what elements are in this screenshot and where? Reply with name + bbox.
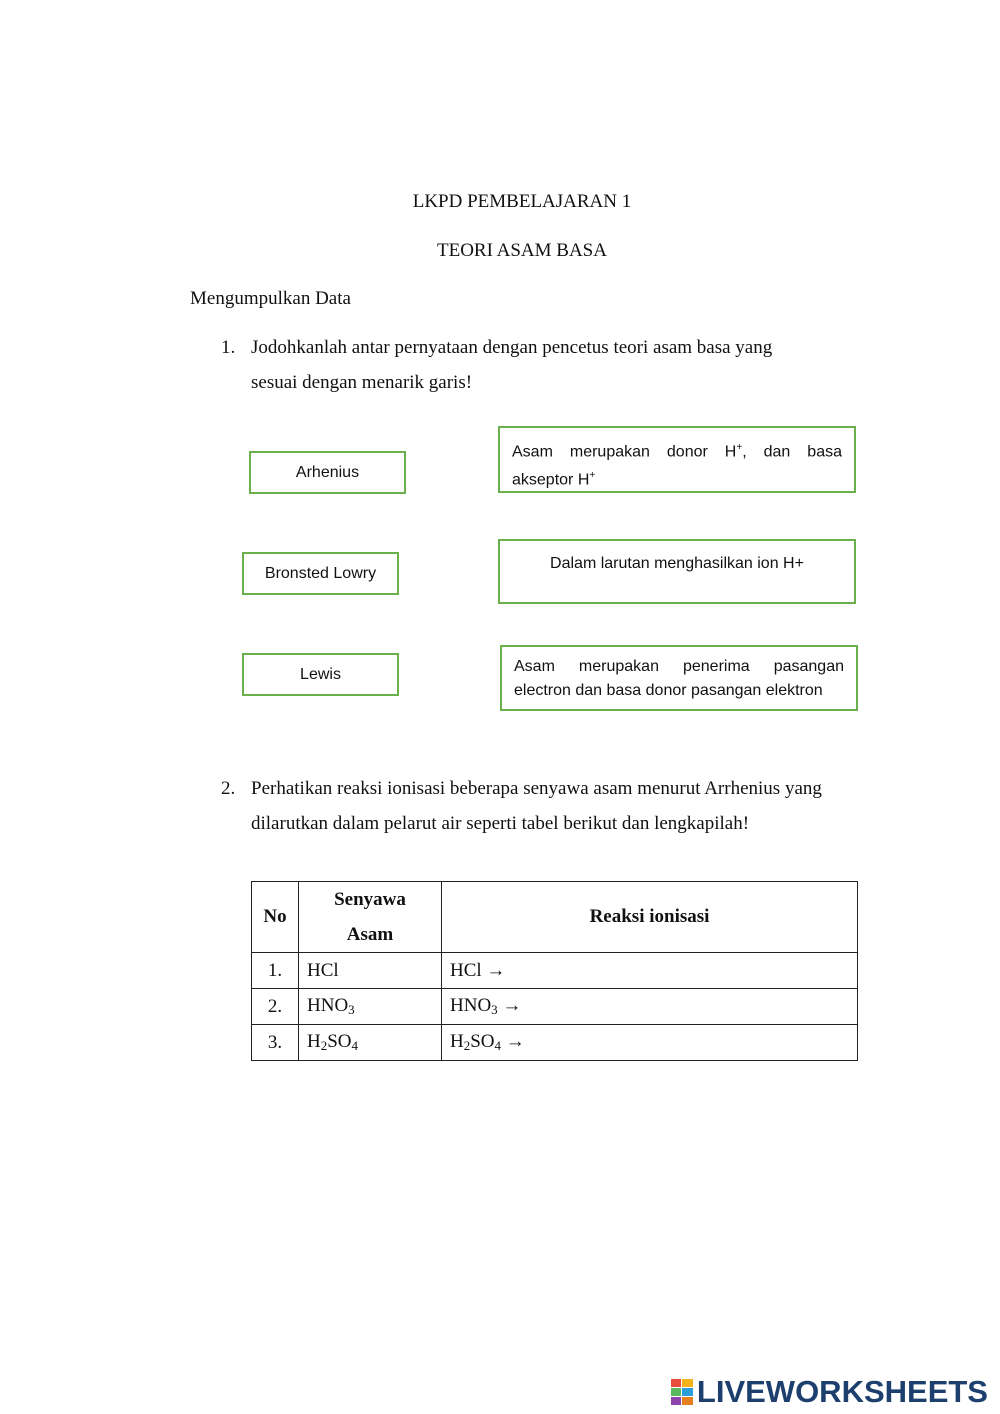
row-1-reaction[interactable]: HCl → xyxy=(442,953,858,989)
worksheet-subtitle: TEORI ASAM BASA xyxy=(437,240,607,261)
row-3-compound-h: H xyxy=(307,1031,321,1052)
match-name-bronsted-lowry[interactable]: Bronsted Lowry xyxy=(242,552,399,595)
statement-3-text: Asam merupakan penerima pasangan electron dan basa donor pasangan elektron xyxy=(514,658,844,699)
row-2-reaction-base: HNO xyxy=(450,995,492,1016)
header-reaction: Reaksi ionisasi xyxy=(442,882,858,953)
header-compound xyxy=(299,882,442,953)
table-row xyxy=(252,989,858,1025)
statement-2-text: Dalam larutan menghasilkan ion H+ xyxy=(550,555,804,572)
row-2-compound-base: HNO xyxy=(307,995,349,1016)
logo-cube-cell xyxy=(671,1397,682,1405)
row-2-reaction-sub: 3 xyxy=(491,1002,498,1017)
row-2-no: 2. xyxy=(252,989,299,1025)
question-2-number: 2. xyxy=(221,778,236,799)
logo-cube-cell xyxy=(671,1388,682,1396)
match-statement-donor-h[interactable] xyxy=(498,426,856,493)
row-2-reaction-arrow: → xyxy=(497,995,522,1016)
row-3-compound-sub-2: 4 xyxy=(351,1038,359,1053)
row-2-compound-sub: 3 xyxy=(348,1002,355,1017)
header-no: No xyxy=(252,882,299,953)
table-row xyxy=(252,953,858,989)
row-1-no: 1. xyxy=(252,953,299,989)
row-3-compound-so: SO xyxy=(327,1031,352,1052)
worksheet-title: LKPD PEMBELAJARAN 1 xyxy=(412,191,632,212)
question-2-line-1: Perhatikan reaksi ionisasi beberapa senyawa asam menurut Arrhenius yang xyxy=(251,778,822,799)
header-compound-line-1: Senyawa xyxy=(334,889,406,910)
table-header-row xyxy=(252,882,858,953)
row-3-compound-sub-1: 2 xyxy=(320,1038,328,1053)
logo-cube-icon xyxy=(671,1379,693,1405)
statement-1-part-a: Asam merupakan donor H xyxy=(512,443,737,461)
match-statement-electron-pair[interactable] xyxy=(500,645,858,711)
question-1-line-2: sesuai dengan menarik garis! xyxy=(251,372,473,393)
ionization-table xyxy=(251,881,858,1061)
row-3-reaction[interactable] xyxy=(442,1025,858,1061)
row-3-reaction-h: H xyxy=(450,1031,464,1052)
row-1-compound: HCl xyxy=(299,953,442,989)
logo-text: LIVEWORKSHEETS xyxy=(696,1374,988,1409)
row-3-compound xyxy=(299,1025,442,1061)
liveworksheets-logo xyxy=(671,1374,988,1410)
row-3-reaction-sub-2: 4 xyxy=(494,1038,502,1053)
statement-1-sup-b: + xyxy=(589,470,596,482)
logo-cube-cell xyxy=(682,1379,693,1387)
question-2-text xyxy=(251,771,871,841)
match-statement-ion-h[interactable] xyxy=(498,539,856,604)
match-name-lewis[interactable]: Lewis xyxy=(242,653,399,696)
logo-cube-cell xyxy=(682,1388,693,1396)
logo-cube-cell xyxy=(671,1379,682,1387)
row-3-reaction-arrow: → xyxy=(501,1031,525,1052)
statement-1-part-b: , dan basa akseptor H xyxy=(512,443,842,489)
match-name-arhenius[interactable]: Arhenius xyxy=(249,451,406,494)
logo-cube-cell xyxy=(682,1397,693,1405)
row-3-reaction-sub-1: 2 xyxy=(463,1038,471,1053)
question-1-text xyxy=(251,330,871,400)
row-3-no: 3. xyxy=(252,1025,299,1061)
row-3-reaction-so: SO xyxy=(470,1031,495,1052)
question-1-number: 1. xyxy=(221,337,236,358)
section-heading: Mengumpulkan Data xyxy=(190,288,351,309)
statement-1-sup-a: + xyxy=(736,442,743,453)
table-row xyxy=(252,1025,858,1061)
header-compound-line-2: Asam xyxy=(346,924,394,945)
question-2-line-2: dilarutkan dalam pelarut air seperti tabel berikut dan lengkapilah! xyxy=(251,813,750,834)
row-2-reaction[interactable] xyxy=(442,989,858,1025)
row-2-compound xyxy=(299,989,442,1025)
question-1-line-1: Jodohkanlah antar pernyataan dengan pencetus teori asam basa yang xyxy=(251,337,773,358)
